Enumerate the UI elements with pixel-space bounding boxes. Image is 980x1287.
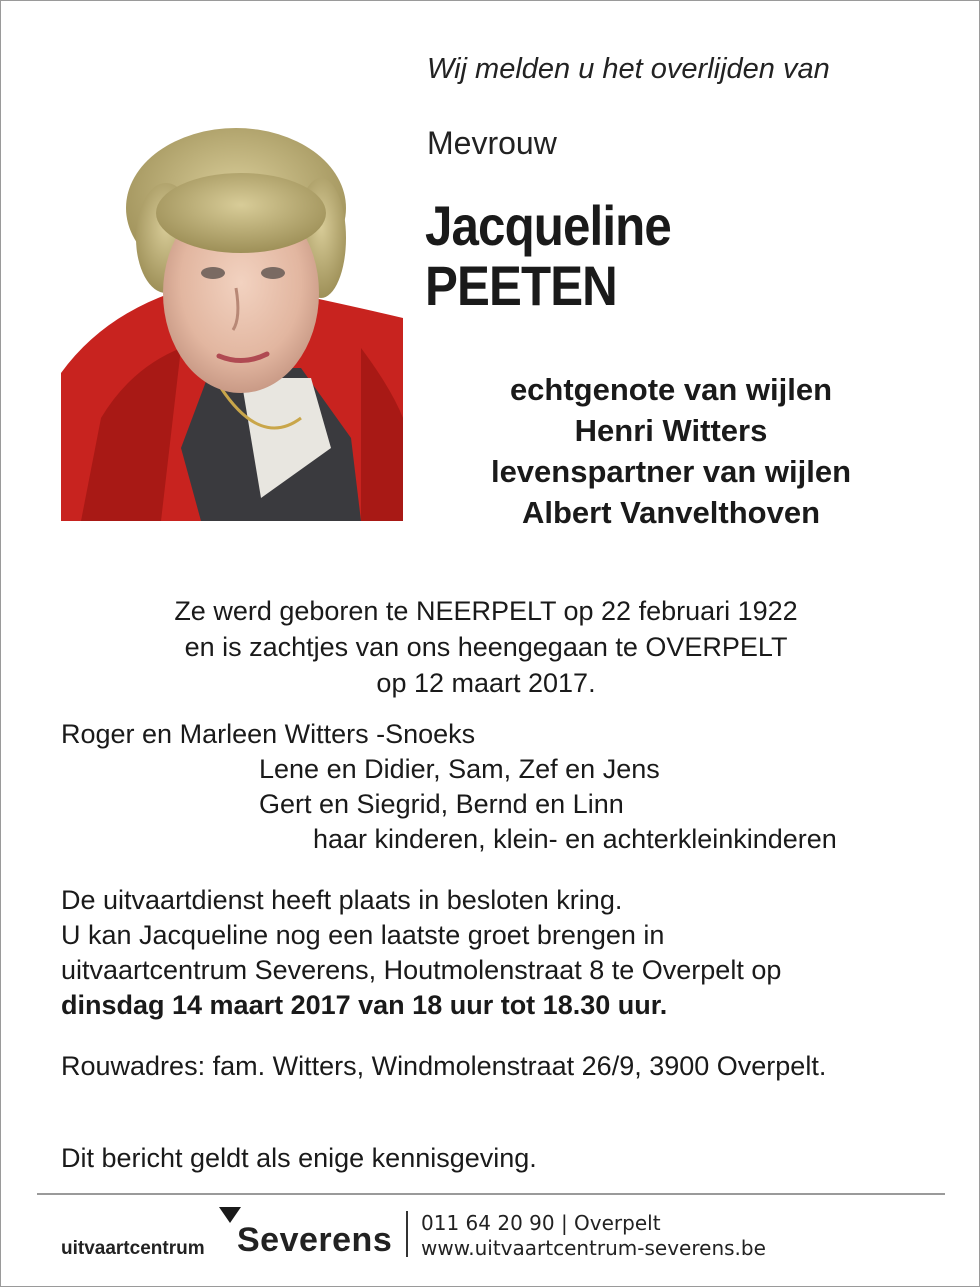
birth-line: op 12 maart 2017.: [376, 668, 596, 698]
logo-small-text: uitvaartcentrum: [61, 1238, 205, 1259]
relation-line: Henri Witters: [574, 413, 768, 448]
birth-line: en is zachtjes van ons heengegaan te OVERPELT: [184, 632, 788, 662]
phone-line: 011 64 20 90 | Overpelt: [421, 1211, 661, 1235]
service-line: uitvaartcentrum Severens, Houtmolenstraat 8 te Overpelt op: [61, 955, 782, 985]
service-line: U kan Jacqueline nog een laatste groet brengen in: [61, 920, 665, 950]
title-prefix: Mevrouw: [427, 125, 557, 161]
family-line: Gert en Siegrid, Bernd en Linn: [259, 789, 624, 819]
service-block: [61, 883, 941, 1023]
closing-notice: Dit bericht geldt als enige kennisgeving.: [61, 1143, 537, 1173]
relation-line: echtgenote van wijlen: [509, 372, 833, 407]
family-line: haar kinderen, klein- en achterkleinkinderen: [313, 824, 837, 854]
service-line: De uitvaartdienst heeft plaats in besloten kring.: [61, 885, 623, 915]
footer-separator: [406, 1211, 408, 1257]
family-line: Roger en Marleen Witters -Snoeks: [61, 719, 476, 749]
last-name: PEETEN: [425, 254, 617, 317]
footer-divider: [37, 1193, 945, 1195]
family-block: [61, 717, 941, 857]
birth-death-block: [61, 593, 911, 701]
first-name: Jacqueline: [425, 194, 671, 257]
relations-block: [431, 369, 911, 533]
website-link[interactable]: www.uitvaartcentrum-severens.be: [421, 1236, 766, 1260]
logo-brand-name: Severens: [237, 1221, 393, 1259]
relation-line: Albert Vanvelthoven: [521, 495, 821, 530]
service-time: dinsdag 14 maart 2017 van 18 uur tot 18.30 uur.: [61, 990, 668, 1020]
mourning-address: Rouwadres: fam. Witters, Windmolenstraat 26/9, 3900 Overpelt.: [61, 1051, 827, 1081]
birth-line: Ze werd geboren te NEERPELT op 22 februari 1922: [174, 596, 798, 626]
portrait-photo: [61, 118, 403, 521]
relation-line: levenspartner van wijlen: [490, 454, 852, 489]
intro-text: Wij melden u het overlijden van: [427, 53, 830, 85]
family-line: Lene en Didier, Sam, Zef en Jens: [259, 754, 660, 784]
contact-info: [421, 1211, 766, 1261]
